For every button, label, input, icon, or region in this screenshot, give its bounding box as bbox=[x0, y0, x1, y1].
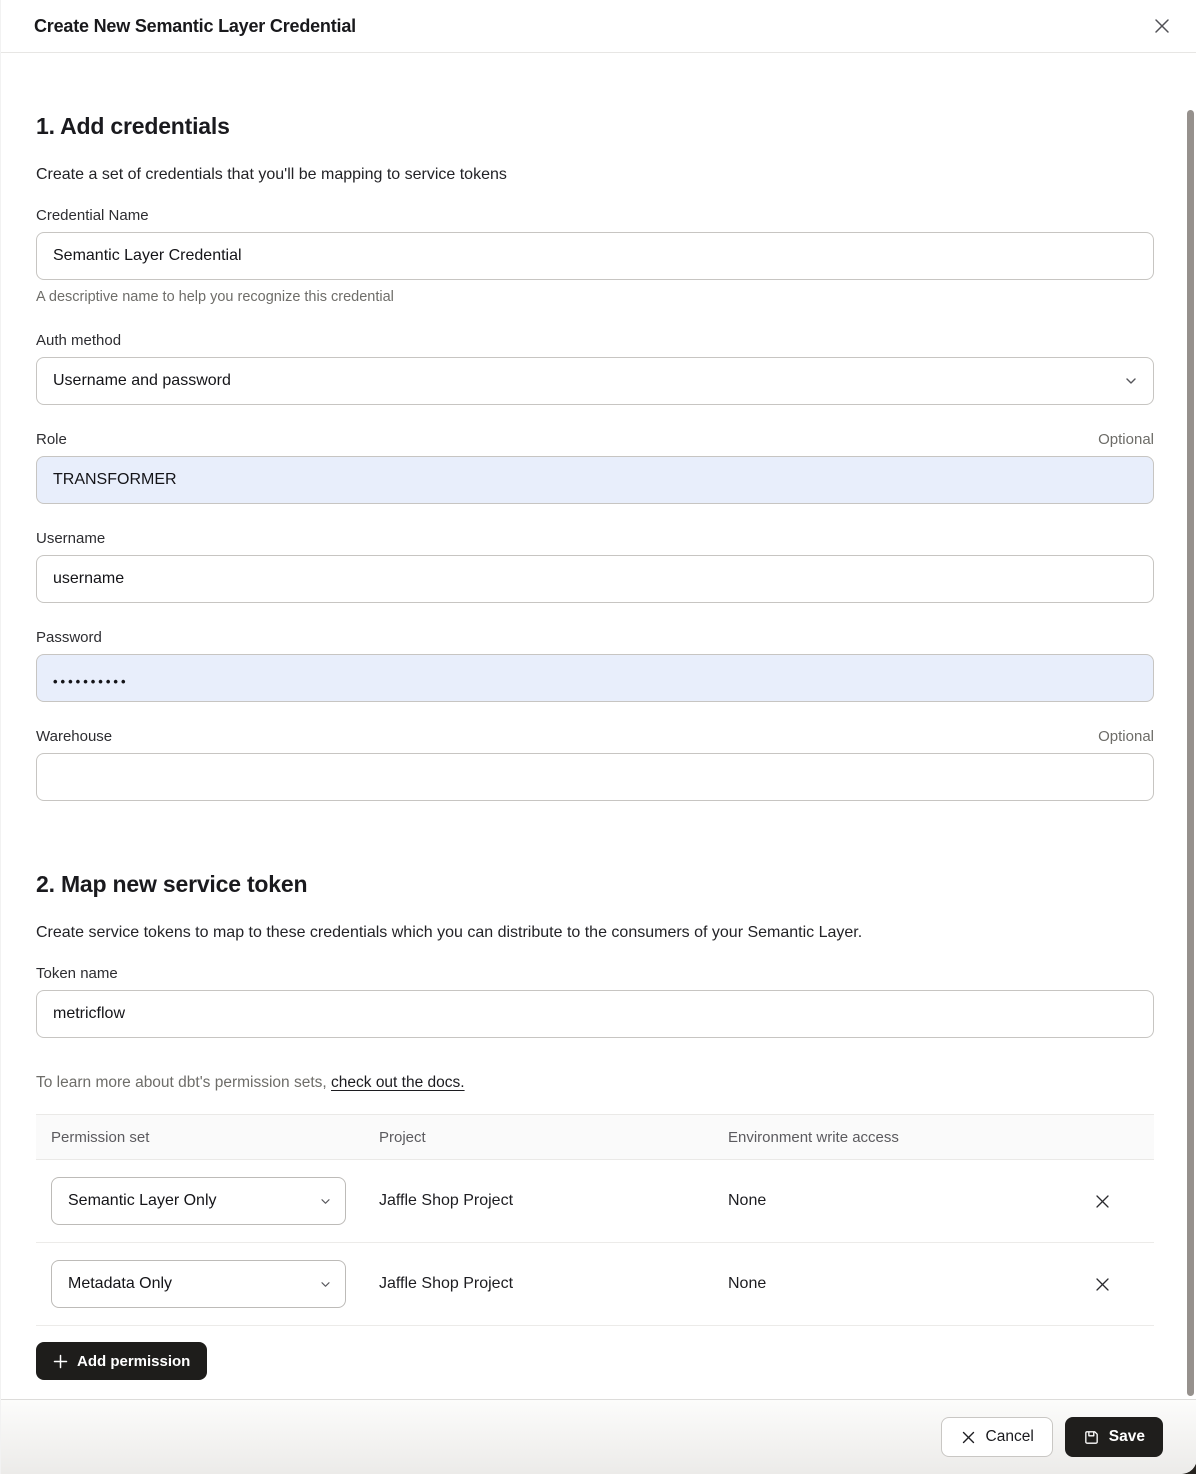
permissions-table-header bbox=[36, 1114, 1154, 1160]
role-optional-badge: Optional bbox=[1098, 431, 1154, 448]
permissions-table bbox=[36, 1114, 1154, 1326]
plus-icon bbox=[53, 1354, 68, 1369]
password-input[interactable] bbox=[36, 654, 1154, 702]
token-name-field-group bbox=[36, 965, 1154, 1038]
credential-name-field-group bbox=[36, 207, 1154, 306]
chevron-down-icon bbox=[320, 1281, 331, 1288]
column-header-permission-set: Permission set bbox=[51, 1128, 150, 1146]
warehouse-optional-badge: Optional bbox=[1098, 728, 1154, 745]
auth-method-selected-value: Username and password bbox=[53, 372, 231, 389]
close-icon bbox=[1151, 15, 1173, 37]
column-header-env-write-access: Environment write access bbox=[728, 1128, 899, 1146]
password-field-group bbox=[36, 629, 1154, 702]
permission-set-select[interactable] bbox=[51, 1177, 346, 1225]
token-section-heading: 2. Map new service token bbox=[36, 871, 308, 897]
username-field-group bbox=[36, 530, 1154, 603]
modal-footer bbox=[1, 1399, 1196, 1474]
remove-icon bbox=[1093, 1275, 1112, 1294]
role-input[interactable] bbox=[36, 456, 1154, 504]
permission-set-selected-value: Metadata Only bbox=[68, 1275, 173, 1292]
warehouse-input[interactable] bbox=[36, 753, 1154, 801]
auth-method-label: Auth method bbox=[36, 332, 122, 349]
permission-docs-note bbox=[36, 1074, 1154, 1092]
permission-set-selected-value: Semantic Layer Only bbox=[68, 1192, 217, 1209]
token-section-description: Create service tokens to map to these credentials which you can distribute to the consumers of your Semantic Layer. bbox=[36, 924, 863, 941]
project-cell: Jaffle Shop Project bbox=[379, 1275, 514, 1292]
env-write-access-cell: None bbox=[728, 1192, 767, 1209]
vertical-scrollbar-thumb[interactable] bbox=[1187, 110, 1194, 1396]
table-row bbox=[36, 1160, 1154, 1243]
credential-name-input[interactable] bbox=[36, 232, 1154, 280]
role-label: Role bbox=[36, 431, 67, 448]
column-header-project: Project bbox=[379, 1128, 426, 1146]
credentials-section-heading: 1. Add credentials bbox=[36, 113, 230, 139]
modal-title: Create New Semantic Layer Credential bbox=[34, 15, 356, 36]
save-button[interactable] bbox=[1065, 1417, 1163, 1457]
username-label: Username bbox=[36, 530, 106, 547]
remove-icon bbox=[1093, 1192, 1112, 1211]
warehouse-label: Warehouse bbox=[36, 728, 113, 745]
password-label: Password bbox=[36, 629, 102, 646]
credential-name-label: Credential Name bbox=[36, 207, 149, 224]
username-input[interactable] bbox=[36, 555, 1154, 603]
credentials-section-description: Create a set of credentials that you'll be mapping to service tokens bbox=[36, 166, 507, 183]
auth-method-select[interactable] bbox=[36, 357, 1154, 405]
credential-name-helper: A descriptive name to help you recognize this credential bbox=[36, 289, 394, 305]
token-name-input[interactable] bbox=[36, 990, 1154, 1038]
docs-link[interactable]: check out the docs. bbox=[331, 1074, 465, 1091]
close-button[interactable] bbox=[1149, 13, 1175, 39]
token-name-label: Token name bbox=[36, 965, 118, 982]
modal-content bbox=[1, 53, 1196, 1399]
remove-permission-button[interactable] bbox=[1089, 1271, 1116, 1298]
env-write-access-cell: None bbox=[728, 1275, 767, 1292]
cancel-button[interactable] bbox=[941, 1417, 1053, 1457]
chevron-down-icon bbox=[320, 1198, 331, 1205]
permission-set-select[interactable] bbox=[51, 1260, 346, 1308]
cancel-x-icon bbox=[960, 1429, 977, 1446]
docs-note-text: To learn more about dbt's permission sets, bbox=[36, 1074, 332, 1091]
chevron-down-icon bbox=[1125, 377, 1137, 385]
role-field-group bbox=[36, 431, 1154, 504]
add-permission-button[interactable] bbox=[36, 1342, 207, 1380]
cancel-label: Cancel bbox=[985, 1428, 1034, 1445]
table-row bbox=[36, 1243, 1154, 1326]
auth-method-field-group bbox=[36, 332, 1154, 405]
save-icon bbox=[1083, 1429, 1100, 1446]
project-cell: Jaffle Shop Project bbox=[379, 1192, 514, 1209]
remove-permission-button[interactable] bbox=[1089, 1188, 1116, 1215]
save-label: Save bbox=[1108, 1428, 1145, 1445]
warehouse-field-group bbox=[36, 728, 1154, 801]
add-permission-label: Add permission bbox=[77, 1352, 191, 1370]
modal-header bbox=[1, 0, 1196, 53]
